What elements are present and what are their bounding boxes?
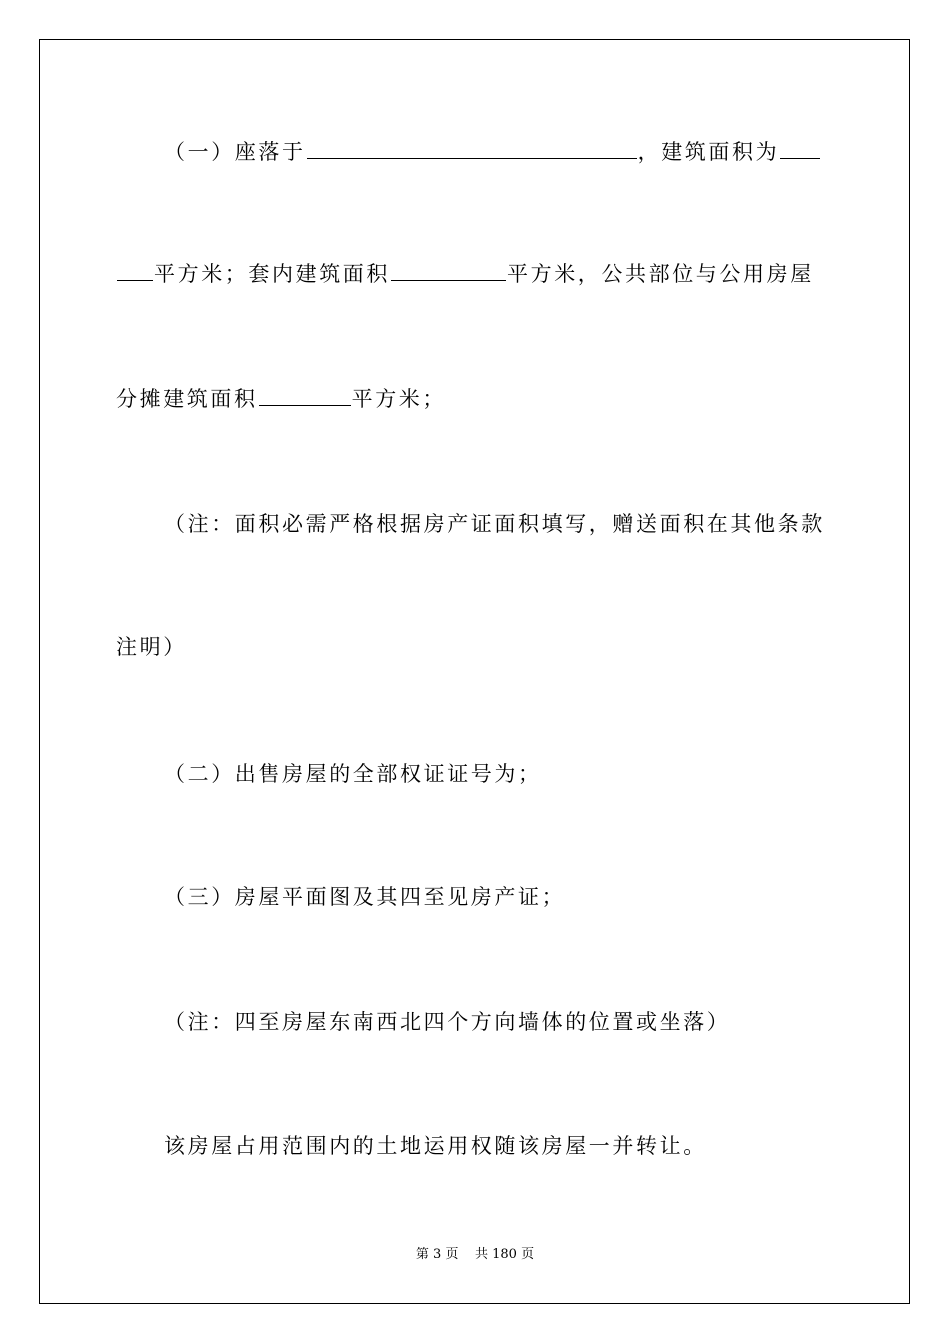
paragraph-note-area: （注：面积必需严格根据房产证面积填写，赠送面积在其他条款 [164,512,825,536]
paragraph-land-rights: 该房屋占用范围内的土地运用权随该房屋一并转让。 [164,1134,707,1158]
shared-area-label: 平方米，公共部位与公用房屋 [507,262,814,286]
building-area-blank-end[interactable] [117,260,153,281]
location-blank[interactable] [307,138,637,159]
location-label: （一）座落于 [164,140,306,164]
paragraph-shared-area [116,385,446,413]
paragraph-note-boundaries: （注：四至房屋东南西北四个方向墙体的位置或坐落） [164,1010,731,1034]
shared-area-blank[interactable] [259,385,351,406]
paragraph-location [164,138,821,166]
paragraph-certificate: （二）出售房屋的全部权证证号为； [164,762,542,786]
paragraph-area-details [116,260,814,288]
page-number: 第 3 页 共 180 页 [415,1247,535,1262]
inner-area-label: 平方米；套内建筑面积 [154,262,390,286]
inner-area-blank[interactable] [391,260,506,281]
page-border [39,39,910,1304]
shared-area-text: 分摊建筑面积 [116,387,258,411]
paragraph-floor-plan: （三）房屋平面图及其四至见房产证； [164,885,566,909]
building-area-blank-start[interactable] [780,138,820,159]
building-area-label: ，建筑面积为 [637,140,780,164]
paragraph-note-area-end: 注明） [116,635,187,659]
square-meter-text: 平方米； [351,387,447,411]
